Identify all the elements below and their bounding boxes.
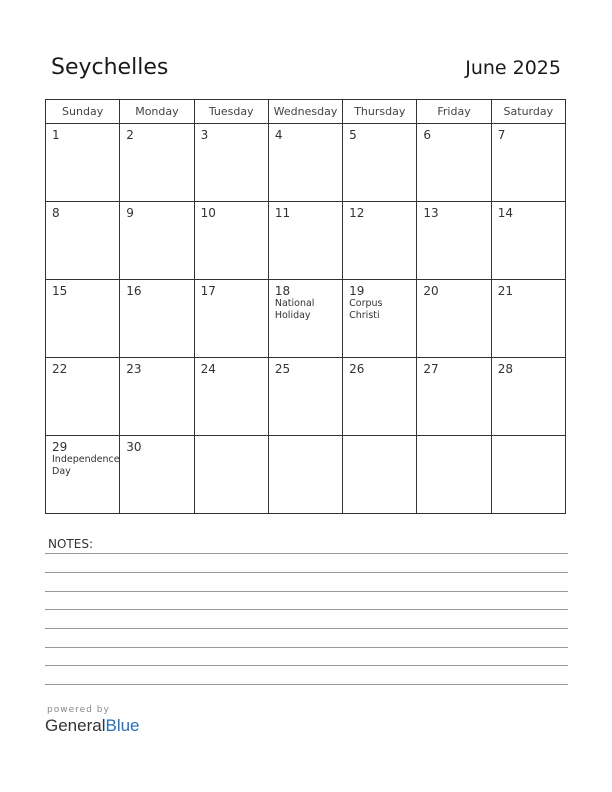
day-number: 3 [200,128,209,142]
calendar-month-title: June 2025 [465,57,561,79]
day-number: 1 [52,128,60,142]
day-cell [120,280,194,358]
day-number: 28 [497,362,513,376]
weekday-header: Tuesday [194,100,268,124]
holiday-label: National Holiday [274,298,315,321]
notes-line [45,665,568,666]
day-number: 27 [423,362,439,376]
day-cell [491,280,565,358]
day-cell [268,280,342,358]
day-number: 29 [52,440,68,454]
day-cell [417,436,491,514]
day-cell [268,124,342,202]
notes-label: NOTES: [48,537,93,551]
day-cell [46,358,120,436]
calendar-country-title: Seychelles [51,55,169,80]
day-cell [194,280,268,358]
day-number: 4 [274,128,283,142]
week-row [46,358,566,436]
day-cell [268,358,342,436]
day-cell [417,280,491,358]
week-row [46,280,566,358]
notes-line [45,572,568,573]
day-cell [491,358,565,436]
day-cell [46,202,120,280]
day-number: 11 [274,206,291,220]
day-number: 12 [349,206,365,220]
day-number: 24 [200,362,216,376]
powered-by-text: powered by [47,705,110,715]
day-cell [194,436,268,514]
day-cell [491,124,565,202]
day-cell [268,202,342,280]
logo-general: General [45,716,106,735]
day-number: 23 [126,362,142,376]
day-cell [343,280,417,358]
weekday-header: Thursday [343,100,417,124]
calendar-grid [45,99,566,514]
day-cell [417,124,491,202]
holiday-label: Independence Day [52,454,120,477]
day-cell [417,358,491,436]
notes-line [45,609,568,610]
day-cell [120,124,194,202]
day-number: 22 [52,362,68,376]
generalblue-logo [45,716,140,736]
day-number: 16 [126,284,142,298]
day-number: 21 [497,284,513,298]
day-number: 30 [126,440,142,454]
day-cell [343,124,417,202]
notes-line [45,684,568,685]
day-number: 26 [349,362,365,376]
day-cell [46,124,120,202]
day-cell [268,436,342,514]
day-number: 8 [52,206,60,220]
week-row [46,202,566,280]
day-number: 9 [126,206,134,220]
day-cell [343,358,417,436]
notes-line [45,647,568,648]
day-cell [46,280,120,358]
week-row [46,124,566,202]
day-cell [120,202,194,280]
day-number: 10 [200,206,216,220]
generalblue-footer [45,705,140,736]
day-cell [343,436,417,514]
day-cell [120,358,194,436]
day-number: 7 [497,128,506,142]
day-cell [417,202,491,280]
day-number: 25 [274,362,291,376]
day-cell [46,436,120,514]
notes-line [45,553,568,554]
weekday-header: Sunday [46,100,120,124]
day-number: 18 [274,284,291,298]
day-number: 15 [52,284,68,298]
day-number: 5 [349,128,357,142]
day-number: 14 [497,206,513,220]
day-cell [194,202,268,280]
weekday-header: Friday [417,100,491,124]
weekday-header-row [46,100,566,124]
day-number: 2 [126,128,134,142]
day-cell [194,358,268,436]
day-cell [194,124,268,202]
logo-blue: Blue [105,716,140,735]
weekday-header: Wednesday [268,100,342,124]
weekday-header: Monday [120,100,194,124]
day-number: 19 [349,284,365,298]
notes-line [45,628,568,629]
day-number: 13 [423,206,439,220]
week-row [46,436,566,514]
day-cell [491,202,565,280]
day-cell [120,436,194,514]
day-cell [343,202,417,280]
holiday-label: Corpus Christi [349,298,383,321]
weekday-header: Saturday [491,100,565,124]
day-number: 17 [200,284,216,298]
day-cell [491,436,565,514]
day-number: 6 [423,128,432,142]
notes-line [45,591,568,592]
day-number: 20 [423,284,439,298]
